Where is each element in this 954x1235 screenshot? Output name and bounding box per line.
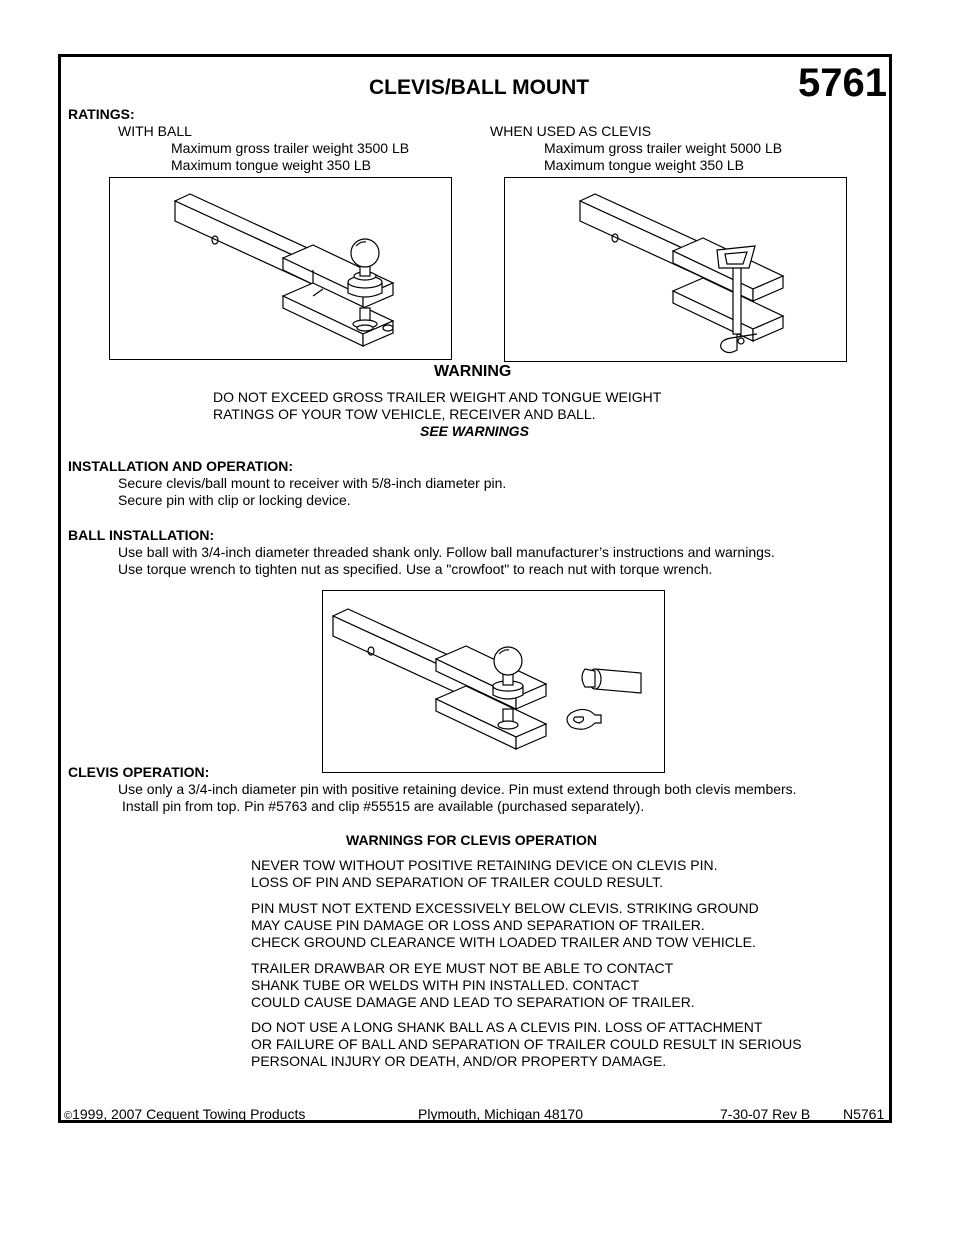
clevis-warnings-heading: WARNINGS FOR CLEVIS OPERATION bbox=[346, 832, 597, 848]
ball-installation-line-2: Use torque wrench to tighten nut as specified. Use a "crowfoot" to reach nut with torque wrench. bbox=[118, 561, 713, 577]
clevis-operation-heading: CLEVIS OPERATION: bbox=[68, 764, 210, 780]
footer-doc-code: N5761 bbox=[843, 1106, 885, 1122]
copyright-symbol: © bbox=[64, 1110, 73, 1122]
footer-copyright bbox=[64, 1106, 305, 1125]
with-ball-gross: Maximum gross trailer weight 3500 LB bbox=[171, 140, 410, 156]
clevis-tongue: Maximum tongue weight 350 LB bbox=[544, 157, 744, 173]
clevis-warning-3-line-3: COULD CAUSE DAMAGE AND LEAD TO SEPARATION OF TRAILER. bbox=[251, 994, 695, 1010]
installation-line-2: Secure pin with clip or locking device. bbox=[118, 492, 351, 508]
clevis-warning-2-line-3: CHECK GROUND CLEARANCE WITH LOADED TRAILER AND TOW VEHICLE. bbox=[251, 934, 756, 950]
clevis-warning-4-line-1: DO NOT USE A LONG SHANK BALL AS A CLEVIS PIN. LOSS OF ATTACHMENT bbox=[251, 1019, 763, 1035]
clevis-illustration bbox=[504, 177, 847, 362]
clevis-warning-4-line-3: PERSONAL INJURY OR DEATH, AND/OR PROPERTY DAMAGE. bbox=[251, 1053, 667, 1069]
clevis-warning-3-line-1: TRAILER DRAWBAR OR EYE MUST NOT BE ABLE TO CONTACT bbox=[251, 960, 674, 976]
ball-installation-heading: BALL INSTALLATION: bbox=[68, 527, 215, 543]
ball-installation-line-1: Use ball with 3/4-inch diameter threaded shank only. Follow ball manufacturer’s instructions and warnings. bbox=[118, 544, 775, 560]
clevis-operation-line-1: Use only a 3/4-inch diameter pin with positive retaining device. Pin must extend through both clevis members. bbox=[118, 781, 797, 797]
footer-location: Plymouth, Michigan 48170 bbox=[418, 1106, 583, 1122]
clevis-label: WHEN USED AS CLEVIS bbox=[490, 123, 652, 139]
with-ball-tongue: Maximum tongue weight 350 LB bbox=[171, 157, 371, 173]
copyright-text: 1999, 2007 Cequent Towing Products bbox=[72, 1106, 306, 1122]
installation-heading: INSTALLATION AND OPERATION: bbox=[68, 458, 294, 474]
ratings-heading: RATINGS: bbox=[68, 106, 135, 122]
ball-installation-illustration bbox=[322, 590, 665, 773]
clevis-warning-1-line-1: NEVER TOW WITHOUT POSITIVE RETAINING DEVICE ON CLEVIS PIN. bbox=[251, 857, 718, 873]
see-warnings: SEE WARNINGS bbox=[420, 423, 529, 439]
warning-heading: WARNING bbox=[434, 363, 512, 380]
part-number: 5761 bbox=[798, 61, 887, 105]
warning-line-2: RATINGS OF YOUR TOW VEHICLE, RECEIVER AND BALL. bbox=[213, 406, 596, 422]
page-title: CLEVIS/BALL MOUNT bbox=[369, 76, 590, 99]
clevis-warning-4-line-2: OR FAILURE OF BALL AND SEPARATION OF TRAILER COULD RESULT IN SERIOUS bbox=[251, 1036, 802, 1052]
clevis-gross: Maximum gross trailer weight 5000 LB bbox=[544, 140, 783, 156]
clevis-warning-1-line-2: LOSS OF PIN AND SEPARATION OF TRAILER COULD RESULT. bbox=[251, 874, 664, 890]
clevis-operation-line-2: Install pin from top. Pin #5763 and clip #55515 are available (purchased separately). bbox=[122, 798, 645, 814]
footer-revision: 7-30-07 Rev B bbox=[720, 1106, 811, 1122]
clevis-warning-2-line-1: PIN MUST NOT EXTEND EXCESSIVELY BELOW CLEVIS. STRIKING GROUND bbox=[251, 900, 759, 916]
clevis-warning-2-line-2: MAY CAUSE PIN DAMAGE OR LOSS AND SEPARATION OF TRAILER. bbox=[251, 917, 705, 933]
installation-line-1: Secure clevis/ball mount to receiver with 5/8-inch diameter pin. bbox=[118, 475, 507, 491]
with-ball-label: WITH BALL bbox=[118, 123, 192, 139]
clevis-warning-3-line-2: SHANK TUBE OR WELDS WITH PIN INSTALLED. CONTACT bbox=[251, 977, 640, 993]
ball-mount-illustration bbox=[109, 177, 452, 360]
warning-line-1: DO NOT EXCEED GROSS TRAILER WEIGHT AND TONGUE WEIGHT bbox=[213, 389, 662, 405]
